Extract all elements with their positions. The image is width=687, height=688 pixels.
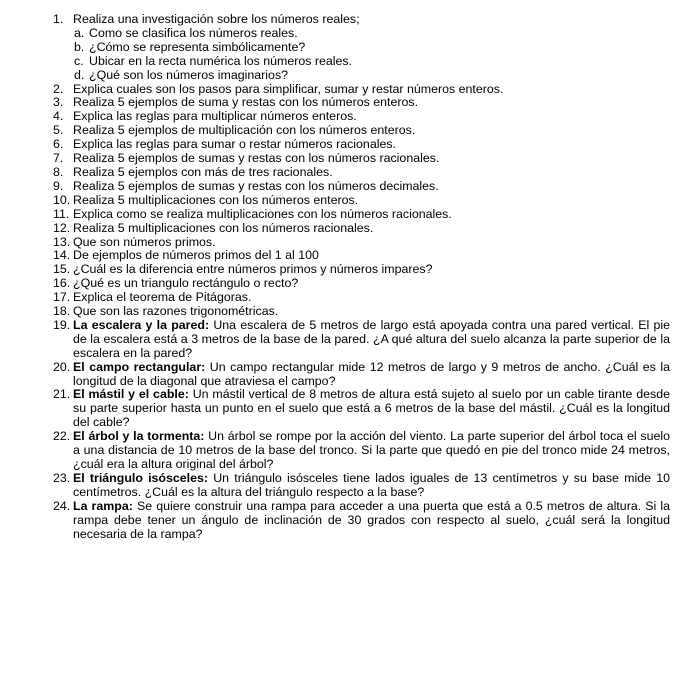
- problem-title: La rampa:: [73, 498, 133, 513]
- list-item: [53, 305, 670, 319]
- item-number: 11.: [53, 206, 70, 221]
- list-item: [53, 124, 670, 138]
- problem-item: [53, 361, 670, 389]
- problem-text: Un mástil vertical de 8 metros de altura está sujeto al suelo por un cable tirante desde su parte superior hasta un punto en el suelo que está a 6 metros de la base del mástil. ¿Cuál es la longitud del cable?: [73, 387, 670, 430]
- item-text: De ejemplos de números primos del 1 al 100: [73, 248, 319, 263]
- item-number: 23.: [53, 470, 71, 485]
- problem-item: [53, 319, 670, 361]
- item-text: Que son las razones trigonométricas.: [73, 304, 279, 319]
- item-number: 9.: [53, 178, 64, 193]
- list-item: [53, 277, 670, 291]
- sub-item: [53, 69, 670, 83]
- list-item: [53, 13, 670, 27]
- item-number: 16.: [53, 276, 71, 291]
- sub-item-text: Como se clasifica los números reales.: [89, 25, 298, 40]
- problem-title: La escalera y la pared:: [73, 317, 210, 332]
- item-text: Realiza 5 ejemplos de suma y restas con los números enteros.: [73, 95, 419, 110]
- problem-text: Un triángulo isósceles tiene lados iguales de 13 centímetros y su base mide 10 centímetros. ¿Cuál es la altura del triángulo respecto a la base?: [73, 470, 670, 499]
- list-item: [53, 138, 670, 152]
- sub-item-letter: d.: [74, 67, 85, 82]
- list-item: [53, 249, 670, 263]
- item-number: 3.: [53, 95, 64, 110]
- item-number: 7.: [53, 151, 64, 166]
- item-number: 19.: [53, 317, 71, 332]
- item-number: 1.: [53, 12, 64, 26]
- item-number: 17.: [53, 290, 71, 305]
- problem-title: El mástil y el cable:: [73, 387, 189, 402]
- list-item: [53, 263, 670, 277]
- item-number: 21.: [53, 387, 71, 402]
- item-text: Realiza 5 ejemplos de multiplicación con los números enteros.: [73, 123, 416, 138]
- item-text: ¿Cuál es la diferencia entre números primos y números impares?: [73, 262, 433, 277]
- item-text: Realiza 5 ejemplos de sumas y restas con los números racionales.: [73, 151, 440, 166]
- sub-item-text: ¿Qué son los números imaginarios?: [89, 67, 289, 82]
- item-number: 5.: [53, 123, 64, 138]
- list-item: [53, 96, 670, 110]
- list-item: [53, 222, 670, 236]
- list-item: [53, 83, 670, 97]
- list-item: [53, 236, 670, 250]
- item-text: Realiza 5 ejemplos de sumas y restas con los números decimales.: [73, 178, 439, 193]
- problem-item: [53, 388, 670, 430]
- problem-item: [53, 500, 670, 542]
- item-number: 4.: [53, 109, 64, 124]
- item-text: Realiza 5 multiplicaciones con los números racionales.: [73, 220, 374, 235]
- list-item: [53, 152, 670, 166]
- sub-item-text: ¿Cómo se representa simbólicamente?: [89, 39, 306, 54]
- item-number: 10.: [53, 192, 71, 207]
- item-text: Explica las reglas para multiplicar números enteros.: [73, 109, 357, 124]
- item-number: 2.: [53, 81, 64, 96]
- list-item: [53, 180, 670, 194]
- item-text: Que son números primos.: [73, 234, 216, 249]
- item-text: Realiza 5 multiplicaciones con los números enteros.: [73, 192, 359, 207]
- item-text: ¿Qué es un triangulo rectángulo o recto?: [73, 276, 299, 291]
- item-text: Explica las reglas para sumar o restar números racionales.: [73, 137, 396, 152]
- problem-item: [53, 472, 670, 500]
- item-number: 6.: [53, 137, 64, 152]
- item-number: 14.: [53, 248, 71, 263]
- item-number: 18.: [53, 304, 71, 319]
- problem-title: El triángulo isósceles:: [73, 470, 209, 485]
- sub-item-letter: b.: [74, 39, 85, 54]
- item-number: 20.: [53, 359, 71, 374]
- problem-item: [53, 430, 670, 472]
- problem-title: El árbol y la tormenta:: [73, 429, 205, 444]
- item-text: Explica como se realiza multiplicaciones con los números racionales.: [73, 206, 452, 221]
- sub-item-text: Ubicar en la recta numérica los números reales.: [89, 53, 353, 68]
- list-item: [53, 166, 670, 180]
- item-number: 15.: [53, 262, 71, 277]
- problem-text: Un árbol se rompe por la acción del viento. La parte superior del árbol toca el suelo a una distancia de 10 metros de la base del tronco. Si la parte que quedó en pie del tronco mide 24 metros, ¿cuál era la altura original del árbol?: [73, 429, 670, 471]
- item-text: Realiza una investigación sobre los números reales;: [73, 12, 360, 26]
- sub-item-letter: a.: [74, 25, 85, 40]
- item-text: Explica el teorema de Pitágoras.: [73, 290, 252, 305]
- list-item: [53, 110, 670, 124]
- problem-text: Se quiere construir una rampa para acceder a una puerta que está a 0.5 metros de altura. Si la rampa debe tener un ángulo de inclinación de 30 grados con respecto al suelo, ¿cuál será la longitud necesaria de la rampa?: [73, 498, 670, 541]
- item-text: Realiza 5 ejemplos con más de tres racionales.: [73, 164, 333, 179]
- list-item: [53, 208, 670, 222]
- exercise-list: [53, 13, 670, 541]
- sub-item: [53, 55, 670, 69]
- item-number: 12.: [53, 220, 71, 235]
- sub-item: [53, 27, 670, 41]
- sub-item-letter: c.: [74, 53, 84, 68]
- list-item: [53, 291, 670, 305]
- problem-text: Un campo rectangular mide 12 metros de largo y 9 metros de ancho. ¿Cuál es la longitud de la diagonal que atraviesa el campo?: [73, 359, 670, 388]
- item-number: 8.: [53, 164, 64, 179]
- problem-text: Una escalera de 5 metros de largo está apoyada contra una pared vertical. El pie de la escalera está a 3 metros de la base de la pared. ¿A qué altura del suelo alcanza la parte superior de la escalera en la pared?: [73, 317, 670, 360]
- item-text: Explica cuales son los pasos para simplificar, sumar y restar números enteros.: [73, 81, 504, 96]
- sub-item: [53, 41, 670, 55]
- item-number: 22.: [53, 429, 71, 444]
- list-item: [53, 194, 670, 208]
- problem-title: El campo rectangular:: [73, 359, 206, 374]
- item-number: 13.: [53, 234, 71, 249]
- item-number: 24.: [53, 498, 71, 513]
